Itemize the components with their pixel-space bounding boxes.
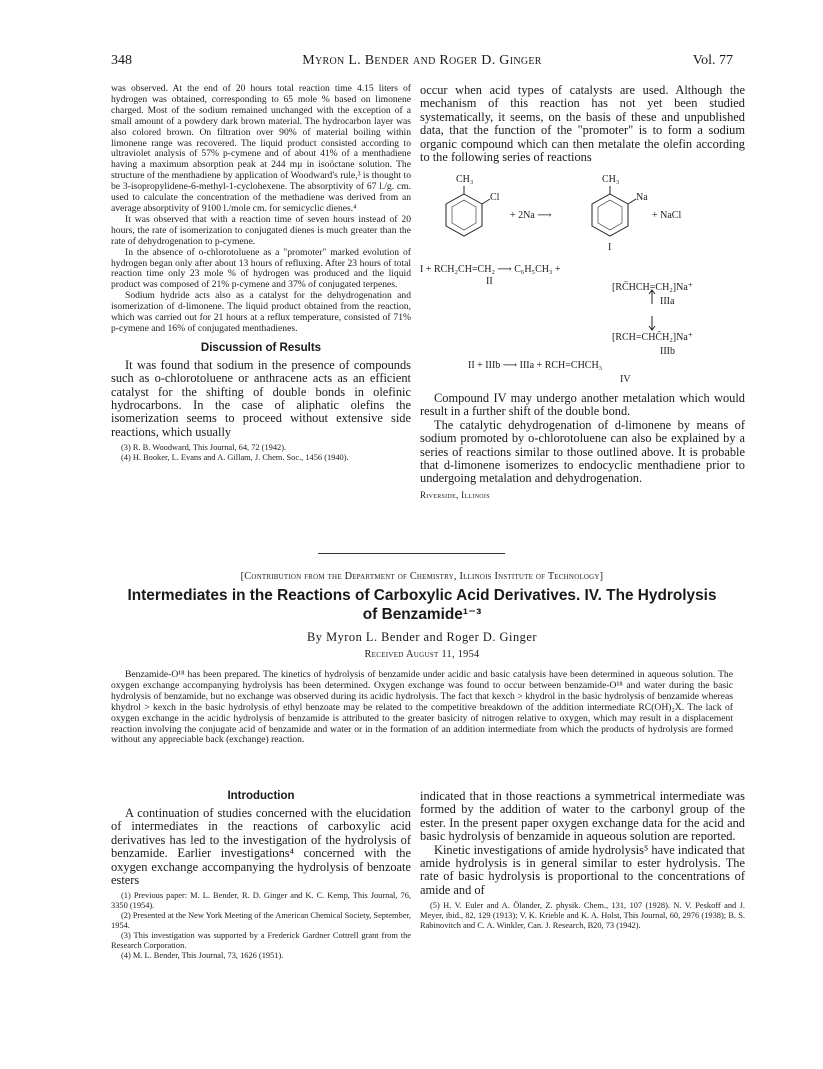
running-title: Myron L. Bender and Roger D. Ginger — [302, 53, 542, 68]
article-title — [111, 587, 733, 624]
intermediate-formula: [RC̄HCH=CH₂]Na⁺ — [612, 282, 694, 293]
left-column-top — [111, 84, 411, 463]
volume-label: Vol. 77 — [692, 53, 733, 68]
title-line: of Benzamide¹⁻³ — [362, 605, 482, 623]
title-line: Intermediates in the Reactions of Carboxylic Acid Derivatives. IV. The Hydrolysis — [127, 587, 717, 604]
section-heading: Introduction — [227, 790, 295, 802]
compound-label: IV — [620, 374, 631, 385]
paragraph: Kinetic investigations of amide hydrolysis⁵ have indicated that amide hydrolysis is in general similar to ester hydrolysis. The rate of basic hydrolysis is proportional to the concentrations of amide and of — [420, 842, 745, 897]
reaction-scheme — [420, 174, 745, 390]
benzene-rings — [420, 180, 745, 390]
section-heading: Discussion of Results — [200, 341, 322, 354]
byproduct-label: + NaCl — [652, 210, 682, 221]
ch3-label: CH₃ — [456, 174, 474, 185]
left-column-bottom — [111, 790, 411, 961]
footnote: (3) This investigation was supported by a Frederick Gardner Cottrell grant from the Research Corporation. — [111, 931, 411, 950]
footnote: (3) R. B. Woodward, This Journal, 64, 72 (1942). — [121, 443, 287, 453]
footnote: (1) Previous paper: M. L. Bender, R. D. Ginger and K. C. Kemp, This Journal, 76, 3350 (1954). — [111, 891, 411, 911]
paragraph: It was found that sodium in the presence of compounds such as o-chlorotoluene or anthracene acts as an efficient catalyst for the shifting of double bonds in olefinic hydrocarbons. In the case of aliphatic olefins the isomerization seems to proceed without extensive side reactions, which usually — [111, 357, 411, 439]
running-header — [111, 53, 733, 73]
intermediate-formula: [RCH=CHC̄H₂]Na⁺ — [612, 332, 694, 343]
paragraph: occur when acid types of catalysts are used. Although the mechanism of this reaction has not yet been studied systematically, it seems, on the basis of these and unpublished data, that the function of the "promoter" is to form a sodium organic compound which can then metalate the olefin according to the following series of reactions — [420, 83, 745, 165]
author-line: By Myron L. Bender and Roger D. Ginger — [307, 630, 537, 644]
paragraph: The catalytic dehydrogenation of d-limonene by means of sodium promoted by o-chlorotoluene can also be explained by a series of reactions similar to those outlined above. It is probable that d-limonene isomerizes to endocyclic menthadiene prior to undergoing metalation and dehydrogenation. — [420, 417, 745, 486]
abstract: Benzamide-O¹⁸ has been prepared. The kinetics of hydrolysis of benzamide under acidic and basic catalysis have been determined in aqueous solution. The oxygen exchange accompanying hydrolysis has been determined. Oxygen exchange was found to occur between benzamide-O¹⁸ and water during the basic hydrolysis of benzamide, but no exchange was observed during its acidic hydrolysis. The fact that kexch > khydrol in the basic hydrolysis of benzamide whereas khydrol > kexch in the basic hydrolysis of ethyl benzoate may be related to the competitive breakdown of the addition intermediate RC(OH)₂X. The lack of oxygen exchange in the acidic hydrolysis of benzamide is attributed to the greater basicity of nitrogen relative to oxygen, which may result in a displacement reaction involving the conjugate acid of benzamide and water or in the formation of an addition intermediate from which the products of hydrolysis are formed without any appreciable back (exchange) reaction. — [111, 669, 733, 746]
paragraph: Sodium hydride acts also as a catalyst for the dehydrogenation and isomerization of d-limonene. The liquid product obtained from the reaction, which was carried out for 21 hours at a reflux temperature, consisted of 71% p-cymene and 16% of conjugated menthadienes. — [111, 290, 411, 334]
received-date: Received August 11, 1954 — [364, 649, 480, 660]
footnote: (4) M. L. Bender, This Journal, 73, 1626 (1951). — [121, 950, 284, 960]
affiliation: Riverside, Illinois — [420, 489, 490, 500]
reaction-equation: II + IIIb ⟶ IIIa + RCH=CHCH₃ — [468, 360, 603, 371]
page-number: 348 — [111, 53, 132, 68]
reaction-equation: I + RCH₂CH=CH₂ ⟶ C₆H₅CH₃ + — [420, 264, 561, 275]
compound-label: IIIa — [660, 296, 675, 307]
footnote: (4) H. Booker, L. Evans and A. Gillam, J. Chem. Soc., 1456 (1940). — [121, 453, 349, 463]
sodium-label: Na — [636, 192, 648, 203]
ch3-label: CH₃ — [602, 174, 620, 185]
right-column-top — [420, 84, 745, 164]
paragraph: indicated that in those reactions a symmetrical intermediate was formed by the addition of water to the carbonyl group of the ester. In the present paper oxygen exchange data for the acid and basic hydrolysis of benzamide in aqueous solution are reported. — [420, 789, 745, 844]
paragraph: In the absence of o-chlorotoluene as a "promoter" marked evolution of hydrogen began only after about 13 hours of refluxing. After 23 hours of total reaction time only 23 mole % of hydrogen was produced and the liquid product was composed of 21% p-cymene and 37% of conjugated terpenes. — [111, 246, 411, 291]
contribution-line: [Contribution from the Department of Chemistry, Illinois Institute of Technology] — [240, 571, 604, 582]
paragraph: A continuation of studies concerned with the elucidation of intermediates in the reactions of carboxylic acid derivatives has led to the investigation of the hydrolysis of benzamide. Earlier investigations⁴ concerned with the oxygen exchange accompanying the hydrolysis of benzoate esters — [111, 806, 411, 888]
compound-label: IIIb — [660, 346, 675, 357]
right-column-continued — [420, 392, 745, 500]
compound-label: II — [486, 276, 493, 287]
right-column-bottom — [420, 790, 745, 931]
footnotes — [111, 891, 411, 960]
section-divider — [318, 553, 505, 554]
reaction-arrow-text: + 2Na ⟶ — [510, 210, 552, 221]
footnote: (5) H. V. Euler and A. Ölander, Z. physik. Chem., 131, 107 (1928). N. V. Peskoff and J. Meyer, ibid., 82, 129 (1913); V. K. Krieble and K. A. Holst, This Journal, 60, 2976 (1938); B. S. Rabinovitch and C. A. Winkler, Can. J. Research, B20, 73 (1942). — [420, 901, 745, 931]
compound-label: I — [608, 242, 612, 253]
chlorine-label: Cl — [490, 192, 500, 203]
paragraph: Compound IV may undergo another metalation which would result in a further shift of the double bond. — [420, 391, 745, 419]
paragraph: was observed. At the end of 20 hours total reaction time 4.15 liters of hydrogen was obtained, corresponding to 65 mole % based on limonene charged. Most of the sodium remained unchanged with the exception of a small amount of a powdery dark brown material. The hydrocarbon layer was also colored brown. On filtration over 90% of material boiling within limonene range was recovered. The liquid product consisted according to ultraviolet analysis of 57% p-cymene and of about 41% of a menthadiene having a maximum absorption peak at 244 mμ in isoöctane solution. The structure of the menthadiene by application of Woodward's rule,³ is thought to be 3-isopropylidene-6-methyl-1-cyclohexene. The absorptivity of 67 l./g. cm. used to calculate the concentration of the methadiene was derived from an average absorptivity of 9100 l./mole cm. for semicyclic dienes.⁴ — [111, 83, 411, 214]
paragraph: It was observed that with a reaction time of seven hours instead of 20 hours, the rate of isomerization to conjugated dienes is much greater than the rate of dehydrogenation to p-cymene. — [111, 213, 411, 247]
footnotes — [420, 901, 745, 931]
footnotes — [111, 443, 411, 463]
footnote: (2) Presented at the New York Meeting of the American Chemical Society, September, 1954. — [111, 911, 411, 931]
